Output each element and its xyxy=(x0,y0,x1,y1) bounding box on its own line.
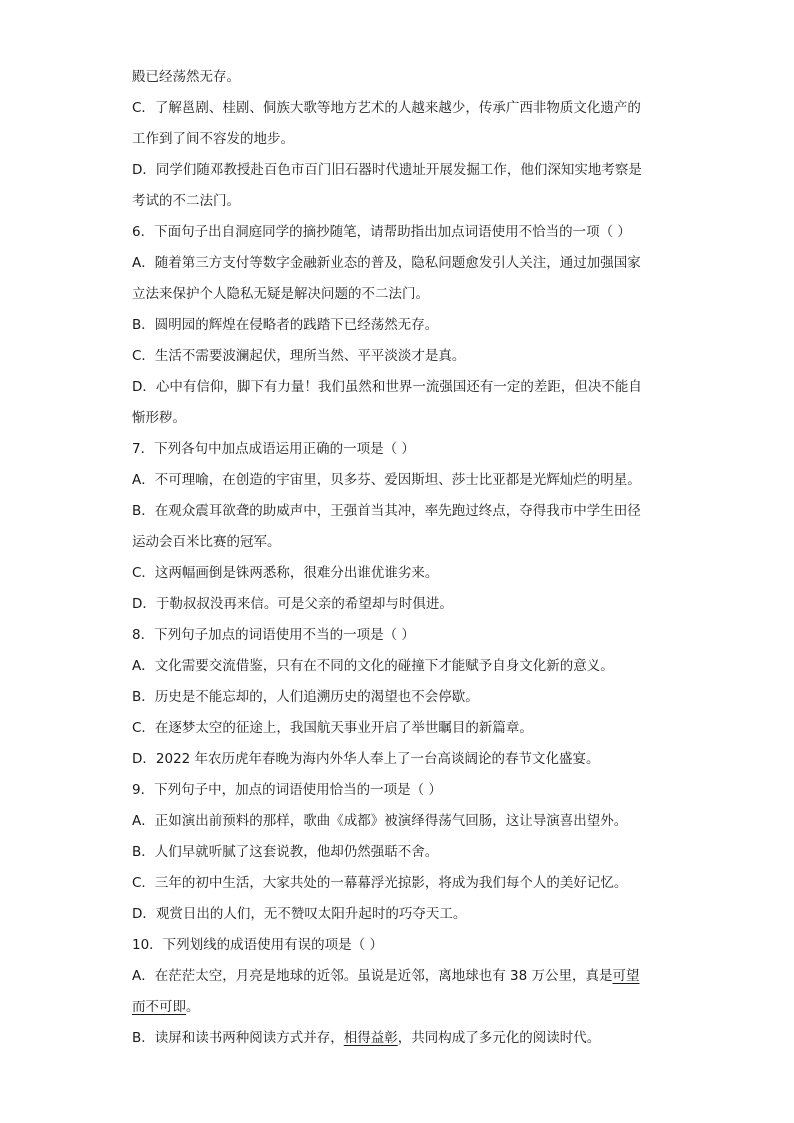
text-line: A．文化需要交流借鉴，只有在不同的文化的碰撞下才能赋予自身文化新的意义。 xyxy=(132,658,614,674)
text-line: B．在观众震耳欲聋的助威声中，王强首当其冲，率先跑过终点，夺得我市中学生田径 xyxy=(132,503,641,519)
option-b-end: ，共同构成了多元化的阅读时代。 xyxy=(397,1030,601,1046)
text-line: A．正如演出前预料的那样，歌曲《成都》被演绎得荡气回肠，这让导演喜出望外。 xyxy=(132,813,628,829)
underlined-idiom: 可望 xyxy=(612,968,640,984)
option-b-text: B．读屏和读书两种阅读方式并存， xyxy=(132,1030,344,1046)
text-line: 工作到了间不容发的地步。 xyxy=(132,131,294,147)
text-line: B．历史是不能忘却的，人们追溯历史的渴望也不会停歇。 xyxy=(132,689,479,705)
text-line: C．在逐梦太空的征途上，我国航天事业开启了举世瞩目的新篇章。 xyxy=(132,720,533,736)
text-line: 殿已经荡然无存。 xyxy=(132,69,240,85)
text-line: B．圆明园的辉煌在侵略者的践踏下已经荡然无存。 xyxy=(132,317,439,333)
text-line: C．三年的初中生活，大家共处的一幕幕浮光掠影，将成为我们每个人的美好记忆。 xyxy=(132,875,628,891)
text-line: 惭形秽。 xyxy=(132,410,186,426)
text-line: C．了解邕剧、桂剧、侗族大歌等地方艺术的人越来越少，传承广西非物质文化遗产的 xyxy=(132,100,641,116)
option-a-end: 。 xyxy=(186,999,200,1015)
text-line: A．不可理喻，在创造的宇宙里，贝多芬、爱因斯坦、莎士比亚都是光辉灿烂的明星。 xyxy=(132,472,641,488)
text-line: C．这两幅画倒是铢两悉称，很难分出谁优谁劣来。 xyxy=(132,565,439,581)
text-line: C．生活不需要波澜起伏，理所当然、平平淡淡才是真。 xyxy=(132,348,466,364)
text-line: D．于勒叔叔没再来信。可是父亲的希望却与时俱进。 xyxy=(132,596,453,612)
option-a-text: A．在茫茫太空，月亮是地球的近邻。虽说是近邻，离地球也有 38 万公里，真是 xyxy=(132,968,613,984)
question-6-stem: 6．下面句子出自洞庭同学的摘抄随笔，请帮助指出加点词语使用不恰当的一项（ ） xyxy=(132,224,631,240)
text-line: 考试的不二法门。 xyxy=(132,193,240,209)
document-body xyxy=(132,62,672,1054)
question-10-option-a-cont xyxy=(132,992,672,1023)
question-9-stem: 9．下列句子中，加点的词语使用恰当的一项是（ ） xyxy=(132,782,442,798)
underlined-idiom: 而不可即 xyxy=(132,999,186,1015)
question-10-option-a xyxy=(132,961,672,992)
text-line: 立法来保护个人隐私无疑是解决问题的不二法门。 xyxy=(132,286,429,302)
underlined-idiom: 相得益彰 xyxy=(343,1030,398,1046)
question-10-option-b xyxy=(132,1023,672,1054)
text-line: 运动会百米比赛的冠军。 xyxy=(132,534,281,550)
text-line: D．2022 年农历虎年春晚为海内外华人奉上了一台高谈阔论的春节文化盛宴。 xyxy=(132,751,600,767)
text-line: D．心中有信仰，脚下有力量！我们虽然和世界一流强国还有一定的差距，但决不能自 xyxy=(132,379,642,395)
question-10-stem: 10．下列划线的成语使用有误的项是（ ） xyxy=(132,937,383,953)
text-line: B．人们早就听腻了这套说教，他却仍然强聒不舍。 xyxy=(132,844,439,860)
text-line: D．同学们随邓教授赴百色市百门旧石器时代遗址开展发掘工作，他们深知实地考察是 xyxy=(132,162,642,178)
question-8-stem: 8．下列句子加点的词语使用不当的一项是（ ） xyxy=(132,627,415,643)
text-line: A．随着第三方支付等数字金融新业态的普及，隐私问题愈发引人关注，通过加强国家 xyxy=(132,255,641,271)
question-7-stem: 7．下列各句中加点成语运用正确的一项是（ ） xyxy=(132,441,415,457)
text-line: D．观赏日出的人们，无不赞叹太阳升起时的巧夺天工。 xyxy=(132,906,467,922)
